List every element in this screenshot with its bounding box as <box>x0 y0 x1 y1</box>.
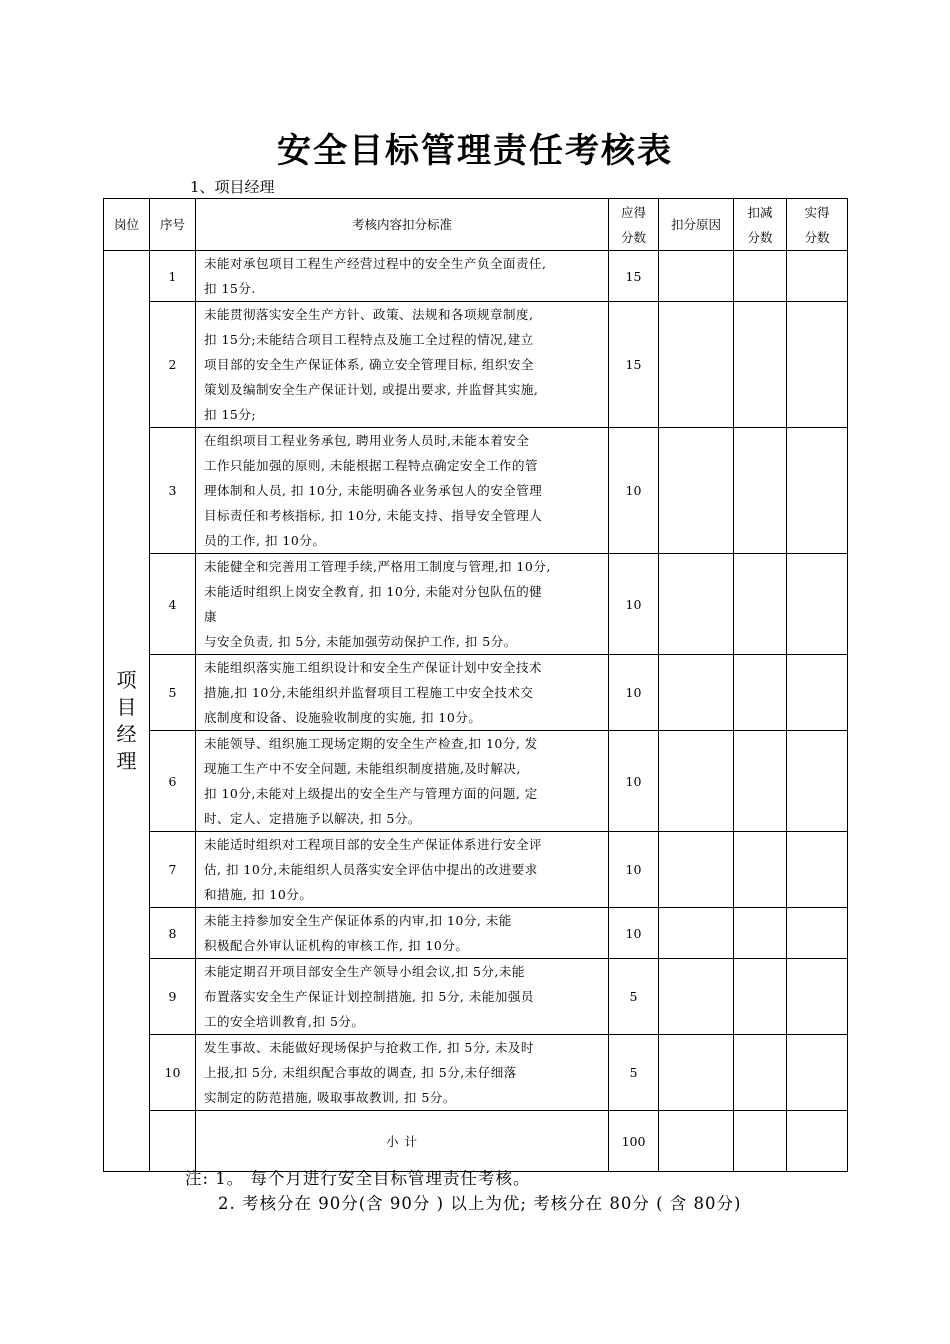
reason-cell[interactable] <box>659 428 734 554</box>
criteria-cell <box>196 428 609 554</box>
criteria-line: 未能贯彻落实安全生产方针、政策、法规和各项规章制度, <box>204 307 534 322</box>
seq-cell: 9 <box>150 959 196 1035</box>
criteria-cell <box>196 655 609 731</box>
actual-score-cell[interactable] <box>787 908 848 959</box>
table-row <box>104 554 848 655</box>
deduct-score-cell[interactable] <box>734 428 787 554</box>
criteria-line: 未能组织落实施工组织设计和安全生产保证计划中安全技术 <box>204 660 543 675</box>
header-reason: 扣分原因 <box>659 199 734 251</box>
subtotal-actual-cell[interactable] <box>787 1111 848 1172</box>
role-cell <box>104 251 150 1172</box>
criteria-line: 策划及编制安全生产保证计划, 或提出要求, 并监督其实施, <box>204 382 539 397</box>
subtotal-seq-cell <box>150 1111 196 1172</box>
criteria-line: 工的安全培训教育,扣 5分。 <box>204 1014 365 1029</box>
actual-score-cell[interactable] <box>787 251 848 302</box>
subtotal-reason-cell[interactable] <box>659 1111 734 1172</box>
criteria-line: 扣 15分;未能结合项目工程特点及施工全过程的情况,建立 <box>204 332 534 347</box>
reason-cell[interactable] <box>659 1035 734 1111</box>
criteria-line: 实制定的防范措施, 吸取事故教训, 扣 5分。 <box>204 1090 456 1105</box>
header-actual-score: 实得分数 <box>787 199 848 251</box>
seq-cell: 3 <box>150 428 196 554</box>
deduct-score-cell[interactable] <box>734 251 787 302</box>
due-score-cell: 10 <box>609 908 659 959</box>
criteria-cell <box>196 959 609 1035</box>
table-row <box>104 302 848 428</box>
criteria-cell <box>196 908 609 959</box>
criteria-line: 与安全负责, 扣 5分, 未能加强劳动保护工作, 扣 5分。 <box>204 634 517 649</box>
due-score-cell: 15 <box>609 251 659 302</box>
table-row <box>104 731 848 832</box>
table-row <box>104 655 848 731</box>
criteria-line: 在组织项目工程业务承包, 聘用业务人员时,未能本着安全 <box>204 433 530 448</box>
criteria-cell <box>196 302 609 428</box>
subtotal-label: 小 计 <box>196 1111 609 1172</box>
header-due-score: 应得分数 <box>609 199 659 251</box>
criteria-line: 未能适时组织上岗安全教育, 扣 10分, 未能对分包队伍的健 <box>204 584 543 599</box>
criteria-line: 估, 扣 10分,未能组织人员落实安全评估中提出的改进要求 <box>204 862 538 877</box>
table-row <box>104 832 848 908</box>
deduct-score-cell[interactable] <box>734 655 787 731</box>
due-score-cell: 10 <box>609 428 659 554</box>
deduct-score-cell[interactable] <box>734 1035 787 1111</box>
note-line-2: 2. 考核分在 90分(含 90分 ) 以上为优; 考核分在 80分 ( 含 80分) <box>218 1194 742 1213</box>
criteria-line: 未能对承包项目工程生产经营过程中的安全生产负全面责任, <box>204 256 547 271</box>
criteria-line: 布置落实安全生产保证计划控制措施, 扣 5分, 未能加强员 <box>204 989 534 1004</box>
actual-score-cell[interactable] <box>787 302 848 428</box>
subtotal-score: 100 <box>609 1111 659 1172</box>
section-subtitle: 1、项目经理 <box>190 178 275 196</box>
page-title: 安全目标管理责任考核表 <box>277 131 673 171</box>
role-label: 项目经理 <box>116 668 137 773</box>
criteria-line: 目标责任和考核指标, 扣 10分, 未能支持、指导安全管理人 <box>204 508 543 523</box>
subtotal-row <box>104 1111 848 1172</box>
criteria-line: 措施,扣 10分,未能组织并监督项目工程施工中安全技术交 <box>204 685 534 700</box>
criteria-line: 理体制和人员, 扣 10分, 未能明确各业务承包人的安全管理 <box>204 483 543 498</box>
seq-cell: 10 <box>150 1035 196 1111</box>
seq-cell: 7 <box>150 832 196 908</box>
due-score-cell: 5 <box>609 959 659 1035</box>
criteria-line: 员的工作, 扣 10分。 <box>204 533 326 548</box>
reason-cell[interactable] <box>659 959 734 1035</box>
actual-score-cell[interactable] <box>787 731 848 832</box>
due-score-cell: 10 <box>609 655 659 731</box>
deduct-score-cell[interactable] <box>734 959 787 1035</box>
criteria-line: 项目部的安全生产保证体系, 确立安全管理目标, 组织安全 <box>204 357 534 372</box>
assessment-table <box>103 198 848 1172</box>
reason-cell[interactable] <box>659 832 734 908</box>
seq-cell: 4 <box>150 554 196 655</box>
criteria-line: 未能定期召开项目部安全生产领导小组会议,扣 5分,未能 <box>204 964 525 979</box>
seq-cell: 1 <box>150 251 196 302</box>
criteria-cell <box>196 731 609 832</box>
deduct-score-cell[interactable] <box>734 832 787 908</box>
criteria-cell <box>196 832 609 908</box>
criteria-line: 和措施, 扣 10分。 <box>204 887 313 902</box>
criteria-line: 康 <box>204 609 218 624</box>
due-score-cell: 10 <box>609 554 659 655</box>
due-score-cell: 10 <box>609 832 659 908</box>
criteria-line: 扣 15分; <box>204 407 257 422</box>
seq-cell: 5 <box>150 655 196 731</box>
seq-cell: 8 <box>150 908 196 959</box>
reason-cell[interactable] <box>659 731 734 832</box>
criteria-line: 未能主持参加安全生产保证体系的内审,扣 10分, 未能 <box>204 913 512 928</box>
due-score-cell: 5 <box>609 1035 659 1111</box>
actual-score-cell[interactable] <box>787 1035 848 1111</box>
deduct-score-cell[interactable] <box>734 908 787 959</box>
note-line-1: 注: 1。 每个月进行安全目标管理责任考核。 <box>185 1169 531 1188</box>
criteria-line: 未能适时组织对工程项目部的安全生产保证体系进行安全评 <box>204 837 543 852</box>
criteria-line: 未能健全和完善用工管理手续,严格用工制度与管理,扣 10分, <box>204 559 551 574</box>
criteria-line: 扣 10分,未能对上级提出的安全生产与管理方面的问题, 定 <box>204 786 538 801</box>
table-row <box>104 428 848 554</box>
actual-score-cell[interactable] <box>787 554 848 655</box>
criteria-line: 未能领导、组织施工现场定期的安全生产检查,扣 10分, 发 <box>204 736 538 751</box>
table-row <box>104 1035 848 1111</box>
seq-cell: 6 <box>150 731 196 832</box>
header-position: 岗位 <box>104 199 150 251</box>
criteria-line: 现施工生产中不安全问题, 未能组织制度措施,及时解决, <box>204 761 521 776</box>
actual-score-cell[interactable] <box>787 832 848 908</box>
reason-cell[interactable] <box>659 251 734 302</box>
table-row <box>104 959 848 1035</box>
criteria-line: 时、定人、定措施予以解决, 扣 5分。 <box>204 811 421 826</box>
header-seq: 序号 <box>150 199 196 251</box>
reason-cell[interactable] <box>659 655 734 731</box>
seq-cell: 2 <box>150 302 196 428</box>
actual-score-cell[interactable] <box>787 428 848 554</box>
table-row <box>104 908 848 959</box>
criteria-line: 积极配合外审认证机构的审核工作, 扣 10分。 <box>204 938 469 953</box>
criteria-line: 扣 15分. <box>204 281 256 296</box>
header-criteria: 考核内容扣分标准 <box>196 199 609 251</box>
deduct-score-cell[interactable] <box>734 731 787 832</box>
criteria-line: 底制度和设备、设施验收制度的实施, 扣 10分。 <box>204 710 482 725</box>
header-deduct-score: 扣减分数 <box>734 199 787 251</box>
actual-score-cell[interactable] <box>787 655 848 731</box>
due-score-cell: 15 <box>609 302 659 428</box>
criteria-line: 工作只能加强的原则, 未能根据工程特点确定安全工作的管 <box>204 458 538 473</box>
actual-score-cell[interactable] <box>787 959 848 1035</box>
criteria-line: 上报,扣 5分, 未组织配合事故的调查, 扣 5分,未仔细落 <box>204 1065 517 1080</box>
criteria-cell <box>196 251 609 302</box>
subtotal-deduct-cell[interactable] <box>734 1111 787 1172</box>
reason-cell[interactable] <box>659 908 734 959</box>
due-score-cell: 10 <box>609 731 659 832</box>
reason-cell[interactable] <box>659 302 734 428</box>
table-row <box>104 251 848 302</box>
criteria-cell <box>196 554 609 655</box>
criteria-cell <box>196 1035 609 1111</box>
header-row <box>104 199 848 251</box>
deduct-score-cell[interactable] <box>734 554 787 655</box>
deduct-score-cell[interactable] <box>734 302 787 428</box>
reason-cell[interactable] <box>659 554 734 655</box>
criteria-line: 发生事故、未能做好现场保护与抢救工作, 扣 5分, 未及时 <box>204 1040 534 1055</box>
